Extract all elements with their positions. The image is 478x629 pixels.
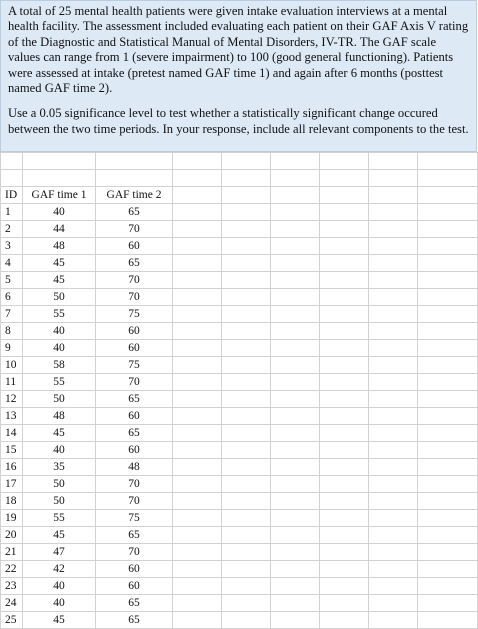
empty-cell[interactable] (271, 153, 320, 170)
empty-cell[interactable] (418, 425, 478, 442)
empty-cell[interactable] (222, 323, 271, 340)
empty-cell[interactable] (222, 425, 271, 442)
header-id[interactable]: ID (1, 187, 23, 204)
empty-cell[interactable] (222, 561, 271, 578)
empty-cell[interactable] (369, 272, 418, 289)
id-cell[interactable]: 22 (1, 561, 23, 578)
empty-cell[interactable] (369, 578, 418, 595)
table-row (1, 408, 478, 425)
id-cell[interactable]: 16 (1, 459, 23, 476)
empty-cell[interactable] (418, 493, 478, 510)
id-cell[interactable]: 5 (1, 272, 23, 289)
empty-cell[interactable] (418, 204, 478, 221)
empty-cell[interactable] (369, 493, 418, 510)
gaf-time-2-cell[interactable]: 60 (96, 408, 173, 425)
empty-cell[interactable] (320, 510, 369, 527)
empty-cell[interactable] (271, 561, 320, 578)
id-cell[interactable]: 11 (1, 374, 23, 391)
empty-cell[interactable] (271, 374, 320, 391)
empty-cell[interactable] (369, 561, 418, 578)
gaf-time-1-cell[interactable]: 40 (23, 340, 96, 357)
empty-cell[interactable] (222, 391, 271, 408)
table-row (1, 561, 478, 578)
empty-cell[interactable] (173, 561, 222, 578)
table-row (1, 544, 478, 561)
question-prompt (0, 0, 477, 152)
gaf-time-2-cell[interactable]: 75 (96, 306, 173, 323)
empty-cell[interactable] (222, 527, 271, 544)
empty-cell[interactable] (173, 170, 222, 187)
empty-cell[interactable] (418, 578, 478, 595)
empty-cell[interactable] (418, 238, 478, 255)
gaf-time-1-cell[interactable]: 50 (23, 493, 96, 510)
empty-cell[interactable] (173, 476, 222, 493)
empty-cell[interactable] (418, 357, 478, 374)
empty-cell[interactable] (271, 306, 320, 323)
empty-cell[interactable] (418, 374, 478, 391)
gaf-time-2-cell[interactable]: 70 (96, 476, 173, 493)
empty-cell[interactable] (173, 442, 222, 459)
table-row (1, 221, 478, 238)
empty-cell[interactable] (271, 391, 320, 408)
empty-cell[interactable] (320, 612, 369, 629)
empty-cell[interactable] (173, 238, 222, 255)
gaf-time-2-cell[interactable]: 70 (96, 493, 173, 510)
gaf-time-1-cell[interactable]: 55 (23, 510, 96, 527)
empty-cell[interactable] (222, 442, 271, 459)
table-row (1, 595, 478, 612)
gaf-data-table (0, 152, 478, 629)
header-gaf-time-2[interactable]: GAF time 2 (96, 187, 173, 204)
empty-cell[interactable] (173, 527, 222, 544)
table-row (1, 612, 478, 629)
empty-cell[interactable] (173, 374, 222, 391)
empty-cell[interactable] (271, 578, 320, 595)
empty-cell[interactable] (271, 238, 320, 255)
gaf-time-1-cell[interactable]: 45 (23, 425, 96, 442)
empty-cell[interactable] (369, 289, 418, 306)
empty-cell[interactable] (369, 204, 418, 221)
empty-cell[interactable] (271, 408, 320, 425)
empty-cell[interactable] (418, 476, 478, 493)
empty-cell[interactable] (320, 459, 369, 476)
empty-cell[interactable] (418, 187, 478, 204)
id-cell[interactable]: 24 (1, 595, 23, 612)
gaf-time-2-cell[interactable]: 70 (96, 221, 173, 238)
empty-cell[interactable] (173, 340, 222, 357)
empty-cell[interactable] (320, 238, 369, 255)
empty-cell[interactable] (418, 459, 478, 476)
table-row (1, 323, 478, 340)
table-row (1, 374, 478, 391)
id-cell[interactable]: 23 (1, 578, 23, 595)
gaf-time-2-cell[interactable]: 60 (96, 442, 173, 459)
empty-cell[interactable] (222, 340, 271, 357)
empty-cell[interactable] (173, 459, 222, 476)
empty-cell[interactable] (418, 272, 478, 289)
empty-cell[interactable] (320, 340, 369, 357)
empty-cell[interactable] (369, 170, 418, 187)
empty-cell[interactable] (418, 442, 478, 459)
empty-row (1, 170, 478, 187)
empty-cell[interactable] (1, 170, 23, 187)
table-row (1, 459, 478, 476)
empty-cell[interactable] (222, 459, 271, 476)
table-row (1, 306, 478, 323)
empty-cell[interactable] (173, 323, 222, 340)
table-row (1, 442, 478, 459)
table-row (1, 493, 478, 510)
empty-cell[interactable] (418, 612, 478, 629)
gaf-time-1-cell[interactable]: 40 (23, 595, 96, 612)
prompt-paragraph-2: Use a 0.05 significance level to test whether a statistically significant change occured between the two time periods. In your response, include all relevant components to the test. (8, 106, 469, 136)
gaf-time-1-cell[interactable]: 35 (23, 459, 96, 476)
table-row (1, 272, 478, 289)
empty-cell[interactable] (23, 170, 96, 187)
empty-cell[interactable] (271, 272, 320, 289)
id-cell[interactable]: 9 (1, 340, 23, 357)
header-row (1, 187, 478, 204)
empty-cell[interactable] (418, 544, 478, 561)
empty-cell[interactable] (320, 527, 369, 544)
empty-cell[interactable] (271, 459, 320, 476)
empty-cell[interactable] (418, 561, 478, 578)
empty-cell[interactable] (369, 187, 418, 204)
empty-cell[interactable] (173, 408, 222, 425)
empty-cell[interactable] (222, 493, 271, 510)
table-row (1, 425, 478, 442)
gaf-time-2-cell[interactable]: 60 (96, 323, 173, 340)
empty-cell[interactable] (369, 306, 418, 323)
id-cell[interactable]: 1 (1, 204, 23, 221)
gaf-time-2-cell[interactable]: 60 (96, 340, 173, 357)
empty-cell[interactable] (320, 357, 369, 374)
empty-cell[interactable] (369, 153, 418, 170)
empty-cell[interactable] (271, 357, 320, 374)
empty-cell[interactable] (271, 544, 320, 561)
empty-cell[interactable] (222, 595, 271, 612)
gaf-time-2-cell[interactable]: 65 (96, 391, 173, 408)
table-row (1, 340, 478, 357)
gaf-time-1-cell[interactable]: 40 (23, 442, 96, 459)
gaf-time-1-cell[interactable]: 40 (23, 578, 96, 595)
empty-cell[interactable] (369, 459, 418, 476)
gaf-time-1-cell[interactable]: 50 (23, 391, 96, 408)
empty-cell[interactable] (222, 255, 271, 272)
empty-cell[interactable] (418, 340, 478, 357)
empty-cell[interactable] (271, 187, 320, 204)
empty-cell[interactable] (271, 612, 320, 629)
gaf-time-2-cell[interactable]: 65 (96, 255, 173, 272)
id-cell[interactable]: 20 (1, 527, 23, 544)
empty-cell[interactable] (173, 187, 222, 204)
empty-cell[interactable] (320, 493, 369, 510)
gaf-time-2-cell[interactable]: 65 (96, 527, 173, 544)
empty-cell[interactable] (222, 476, 271, 493)
table-row (1, 255, 478, 272)
empty-cell[interactable] (222, 408, 271, 425)
empty-cell[interactable] (418, 153, 478, 170)
empty-cell[interactable] (222, 357, 271, 374)
empty-cell[interactable] (271, 442, 320, 459)
gaf-time-1-cell[interactable]: 45 (23, 612, 96, 629)
empty-cell[interactable] (222, 221, 271, 238)
empty-cell[interactable] (369, 425, 418, 442)
id-cell[interactable]: 7 (1, 306, 23, 323)
empty-cell[interactable] (369, 510, 418, 527)
gaf-time-2-cell[interactable]: 60 (96, 561, 173, 578)
gaf-time-2-cell[interactable]: 65 (96, 425, 173, 442)
empty-cell[interactable] (320, 187, 369, 204)
empty-cell[interactable] (173, 357, 222, 374)
id-cell[interactable]: 6 (1, 289, 23, 306)
empty-cell[interactable] (418, 595, 478, 612)
empty-cell[interactable] (222, 612, 271, 629)
header-gaf-time-1[interactable]: GAF time 1 (23, 187, 96, 204)
gaf-time-1-cell[interactable]: 40 (23, 204, 96, 221)
empty-cell[interactable] (320, 425, 369, 442)
gaf-time-1-cell[interactable]: 40 (23, 323, 96, 340)
empty-row (1, 153, 478, 170)
empty-cell[interactable] (320, 374, 369, 391)
gaf-time-2-cell[interactable]: 70 (96, 544, 173, 561)
empty-cell[interactable] (173, 289, 222, 306)
empty-cell[interactable] (369, 476, 418, 493)
gaf-time-2-cell[interactable]: 60 (96, 238, 173, 255)
id-cell[interactable]: 17 (1, 476, 23, 493)
empty-cell[interactable] (222, 544, 271, 561)
empty-cell[interactable] (271, 255, 320, 272)
id-cell[interactable]: 2 (1, 221, 23, 238)
empty-cell[interactable] (320, 578, 369, 595)
empty-cell[interactable] (418, 408, 478, 425)
empty-cell[interactable] (271, 510, 320, 527)
empty-cell[interactable] (369, 357, 418, 374)
id-cell[interactable]: 10 (1, 357, 23, 374)
id-cell[interactable]: 25 (1, 612, 23, 629)
gaf-time-2-cell[interactable]: 65 (96, 612, 173, 629)
empty-cell[interactable] (222, 187, 271, 204)
empty-cell[interactable] (96, 153, 173, 170)
empty-cell[interactable] (173, 255, 222, 272)
gaf-time-2-cell[interactable]: 65 (96, 595, 173, 612)
id-cell[interactable]: 14 (1, 425, 23, 442)
empty-cell[interactable] (320, 323, 369, 340)
empty-cell[interactable] (320, 289, 369, 306)
gaf-time-2-cell[interactable]: 60 (96, 578, 173, 595)
gaf-time-1-cell[interactable]: 48 (23, 408, 96, 425)
gaf-time-2-cell[interactable]: 70 (96, 272, 173, 289)
empty-cell[interactable] (271, 595, 320, 612)
empty-cell[interactable] (173, 510, 222, 527)
empty-cell[interactable] (1, 153, 23, 170)
empty-cell[interactable] (369, 391, 418, 408)
empty-cell[interactable] (418, 221, 478, 238)
empty-cell[interactable] (222, 204, 271, 221)
empty-cell[interactable] (369, 323, 418, 340)
empty-cell[interactable] (222, 238, 271, 255)
empty-cell[interactable] (173, 493, 222, 510)
spreadsheet-grid (0, 152, 477, 626)
empty-cell[interactable] (222, 374, 271, 391)
gaf-time-1-cell[interactable]: 58 (23, 357, 96, 374)
empty-cell[interactable] (173, 306, 222, 323)
table-row (1, 527, 478, 544)
empty-cell[interactable] (173, 391, 222, 408)
empty-cell[interactable] (271, 476, 320, 493)
empty-cell[interactable] (173, 153, 222, 170)
id-cell[interactable]: 19 (1, 510, 23, 527)
table-row (1, 357, 478, 374)
prompt-paragraph-1: A total of 25 mental health patients were given intake evaluation interviews at a mental health facility. The assessment included evaluating each patient on their GAF Axis V rating of the Diagnostic and Statistical Manual of Mental Disorders, IV-TR. The GAF scale values can range from 1 (severe impairment) to 100 (good general functioning). Patients were assessed at intake (pretest named GAF time 1) and again after 6 months (posttest named GAF time 2). (8, 4, 469, 96)
empty-cell[interactable] (320, 221, 369, 238)
id-cell[interactable]: 21 (1, 544, 23, 561)
table-row (1, 510, 478, 527)
empty-cell[interactable] (369, 595, 418, 612)
empty-cell[interactable] (222, 306, 271, 323)
empty-cell[interactable] (418, 510, 478, 527)
table-row (1, 391, 478, 408)
gaf-time-1-cell[interactable]: 45 (23, 272, 96, 289)
empty-cell[interactable] (320, 595, 369, 612)
empty-cell[interactable] (369, 544, 418, 561)
empty-cell[interactable] (173, 612, 222, 629)
empty-cell[interactable] (271, 340, 320, 357)
empty-cell[interactable] (271, 425, 320, 442)
empty-cell[interactable] (369, 340, 418, 357)
empty-cell[interactable] (173, 221, 222, 238)
empty-cell[interactable] (96, 170, 173, 187)
empty-cell[interactable] (271, 493, 320, 510)
id-cell[interactable]: 15 (1, 442, 23, 459)
id-cell[interactable]: 18 (1, 493, 23, 510)
empty-cell[interactable] (320, 153, 369, 170)
gaf-time-1-cell[interactable]: 47 (23, 544, 96, 561)
empty-cell[interactable] (418, 527, 478, 544)
empty-cell[interactable] (222, 289, 271, 306)
empty-cell[interactable] (320, 255, 369, 272)
empty-cell[interactable] (320, 408, 369, 425)
empty-cell[interactable] (222, 510, 271, 527)
empty-cell[interactable] (271, 289, 320, 306)
empty-cell[interactable] (222, 153, 271, 170)
table-row (1, 578, 478, 595)
empty-cell[interactable] (418, 289, 478, 306)
gaf-time-1-cell[interactable]: 50 (23, 476, 96, 493)
empty-cell[interactable] (271, 323, 320, 340)
empty-cell[interactable] (320, 544, 369, 561)
empty-cell[interactable] (320, 391, 369, 408)
empty-cell[interactable] (222, 170, 271, 187)
empty-cell[interactable] (320, 272, 369, 289)
id-cell[interactable]: 8 (1, 323, 23, 340)
id-cell[interactable]: 12 (1, 391, 23, 408)
empty-cell[interactable] (418, 170, 478, 187)
empty-cell[interactable] (222, 272, 271, 289)
gaf-time-1-cell[interactable]: 50 (23, 289, 96, 306)
empty-cell[interactable] (320, 476, 369, 493)
gaf-time-1-cell[interactable]: 44 (23, 221, 96, 238)
empty-cell[interactable] (320, 442, 369, 459)
table-row (1, 204, 478, 221)
gaf-time-1-cell[interactable]: 42 (23, 561, 96, 578)
gaf-time-1-cell[interactable]: 55 (23, 306, 96, 323)
empty-cell[interactable] (418, 306, 478, 323)
empty-cell[interactable] (222, 578, 271, 595)
empty-cell[interactable] (320, 204, 369, 221)
table-row (1, 289, 478, 306)
empty-cell[interactable] (173, 544, 222, 561)
empty-cell[interactable] (369, 442, 418, 459)
empty-cell[interactable] (173, 272, 222, 289)
empty-cell[interactable] (173, 204, 222, 221)
table-row (1, 238, 478, 255)
empty-cell[interactable] (320, 306, 369, 323)
empty-cell[interactable] (418, 323, 478, 340)
id-cell[interactable]: 4 (1, 255, 23, 272)
empty-cell[interactable] (369, 221, 418, 238)
id-cell[interactable]: 3 (1, 238, 23, 255)
empty-cell[interactable] (271, 527, 320, 544)
empty-cell[interactable] (320, 561, 369, 578)
empty-cell[interactable] (173, 425, 222, 442)
gaf-time-1-cell[interactable]: 48 (23, 238, 96, 255)
gaf-time-2-cell[interactable]: 70 (96, 289, 173, 306)
empty-cell[interactable] (271, 170, 320, 187)
gaf-time-2-cell[interactable]: 70 (96, 374, 173, 391)
gaf-time-2-cell[interactable]: 75 (96, 357, 173, 374)
empty-cell[interactable] (418, 255, 478, 272)
empty-cell[interactable] (418, 391, 478, 408)
gaf-time-1-cell[interactable]: 45 (23, 255, 96, 272)
empty-cell[interactable] (320, 170, 369, 187)
empty-cell[interactable] (173, 595, 222, 612)
gaf-time-1-cell[interactable]: 45 (23, 527, 96, 544)
gaf-time-1-cell[interactable]: 55 (23, 374, 96, 391)
table-row (1, 476, 478, 493)
id-cell[interactable]: 13 (1, 408, 23, 425)
empty-cell[interactable] (271, 221, 320, 238)
empty-cell[interactable] (173, 578, 222, 595)
empty-cell[interactable] (369, 612, 418, 629)
gaf-time-2-cell[interactable]: 48 (96, 459, 173, 476)
gaf-time-2-cell[interactable]: 65 (96, 204, 173, 221)
empty-cell[interactable] (369, 255, 418, 272)
empty-cell[interactable] (369, 238, 418, 255)
empty-cell[interactable] (369, 527, 418, 544)
empty-cell[interactable] (23, 153, 96, 170)
empty-cell[interactable] (271, 204, 320, 221)
empty-cell[interactable] (369, 374, 418, 391)
empty-cell[interactable] (369, 408, 418, 425)
gaf-time-2-cell[interactable]: 75 (96, 510, 173, 527)
